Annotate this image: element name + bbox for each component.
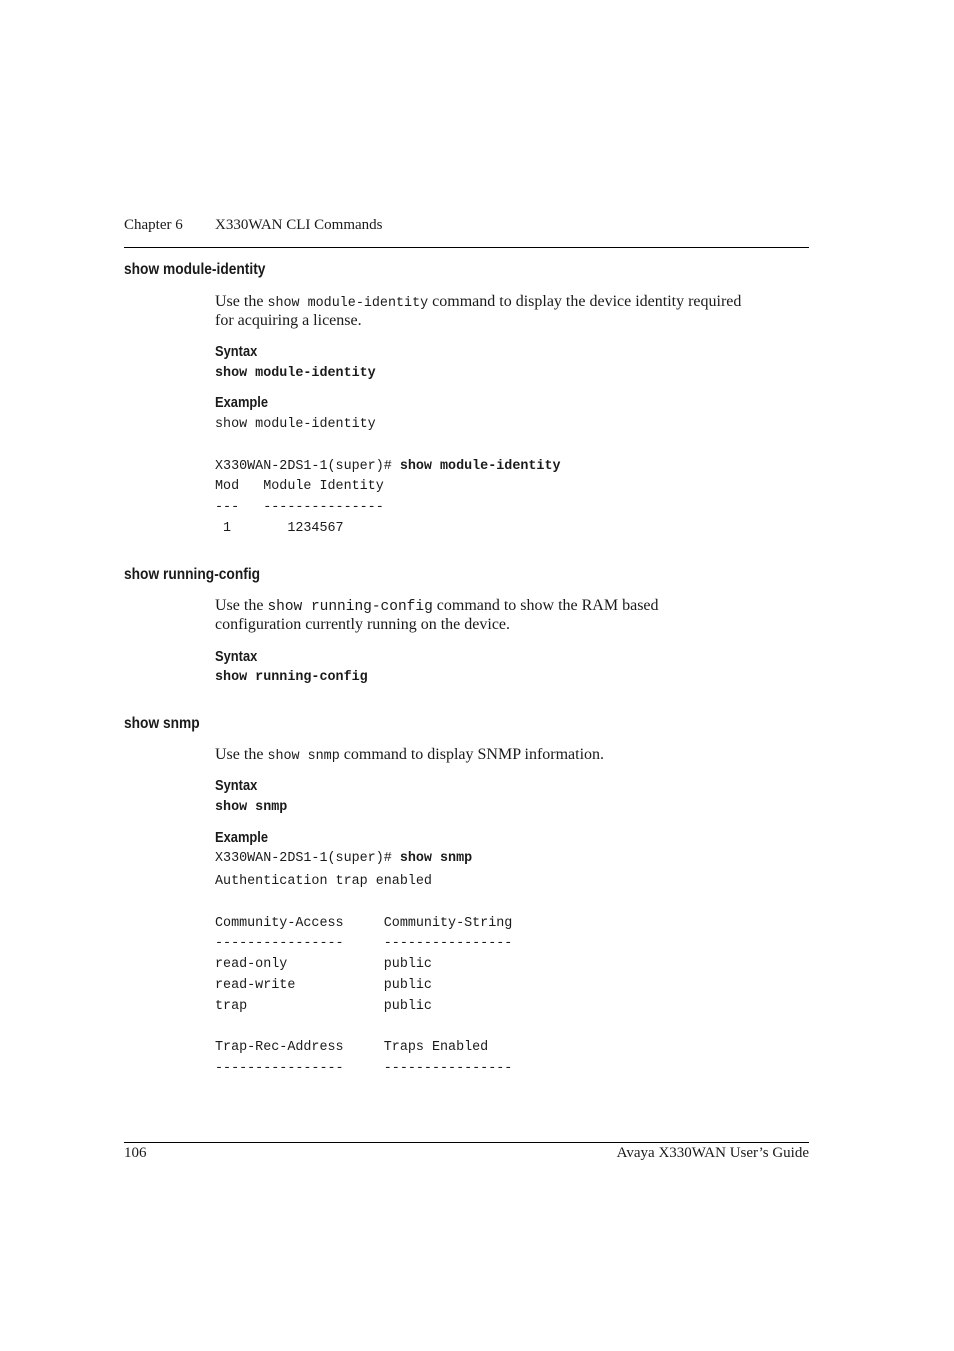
intro-text: Use the <box>215 746 268 763</box>
page-number: 106 <box>124 1145 147 1161</box>
output-line: ---------------- ---------------- <box>215 936 513 952</box>
example-prompt-line <box>215 851 472 867</box>
syntax-command: show snmp <box>215 800 288 815</box>
header-rule <box>124 247 809 248</box>
output-separator: --- --------------- <box>215 500 384 515</box>
output-row: 1 1234567 <box>215 521 344 536</box>
output-line <box>215 1018 512 1039</box>
cli-prompt: X330WAN-2DS1-1(super)# <box>215 851 400 866</box>
running-header-title: X330WAN CLI Commands <box>215 217 383 233</box>
syntax-command: show running-config <box>215 670 368 685</box>
example-line: show module-identity <box>215 417 376 432</box>
intro-text: command to display SNMP information. <box>339 746 605 763</box>
example-label: Example <box>215 394 269 411</box>
section-heading-running-config: show running-config <box>124 566 261 583</box>
output-line: read-write public <box>215 977 432 993</box>
cli-command: show module-identity <box>399 459 561 474</box>
output-line: read-only public <box>215 957 432 973</box>
syntax-label: Syntax <box>215 343 258 360</box>
example-label: Example <box>215 829 269 846</box>
intro-text: Use the <box>215 293 268 310</box>
inline-command: show running-config <box>267 599 433 615</box>
section1-intro-line1 <box>215 292 815 313</box>
intro-text: command to display the device identity required <box>428 293 742 310</box>
output-line <box>215 893 512 914</box>
output-line: trap public <box>215 998 432 1014</box>
output-line: Trap-Rec-Address Traps Enabled <box>215 1040 489 1056</box>
inline-command: show module-identity <box>267 296 429 311</box>
intro-text: Use the <box>215 597 268 614</box>
intro-text: command to show the RAM based <box>432 597 659 614</box>
output-header: Mod Module Identity <box>215 479 384 494</box>
cli-command: show snmp <box>399 851 473 866</box>
output-line: ---------------- ---------------- <box>215 1061 513 1077</box>
section1-intro-line2: for acquiring a license. <box>215 312 362 329</box>
footer-rule <box>124 1142 809 1143</box>
syntax-command: show module-identity <box>215 366 376 381</box>
output-line: Authentication trap enabled <box>215 874 432 889</box>
syntax-label: Syntax <box>215 648 258 665</box>
example-prompt-line <box>215 459 561 475</box>
section-heading-module-identity: show module-identity <box>124 261 266 278</box>
snmp-output-block <box>215 872 512 1080</box>
section2-intro-line1 <box>215 596 815 617</box>
cli-prompt: X330WAN-2DS1-1(super)# <box>215 459 400 474</box>
inline-command: show snmp <box>267 749 340 764</box>
section3-intro-line1 <box>215 745 815 766</box>
section-heading-snmp: show snmp <box>124 715 200 732</box>
running-header-chapter: Chapter 6 <box>124 217 183 233</box>
section2-intro-line2: configuration currently running on the device. <box>215 616 511 633</box>
footer-guide-title: Avaya X330WAN User’s Guide <box>616 1145 809 1161</box>
syntax-label: Syntax <box>215 777 258 794</box>
output-line: Community-Access Community-String <box>215 915 513 931</box>
